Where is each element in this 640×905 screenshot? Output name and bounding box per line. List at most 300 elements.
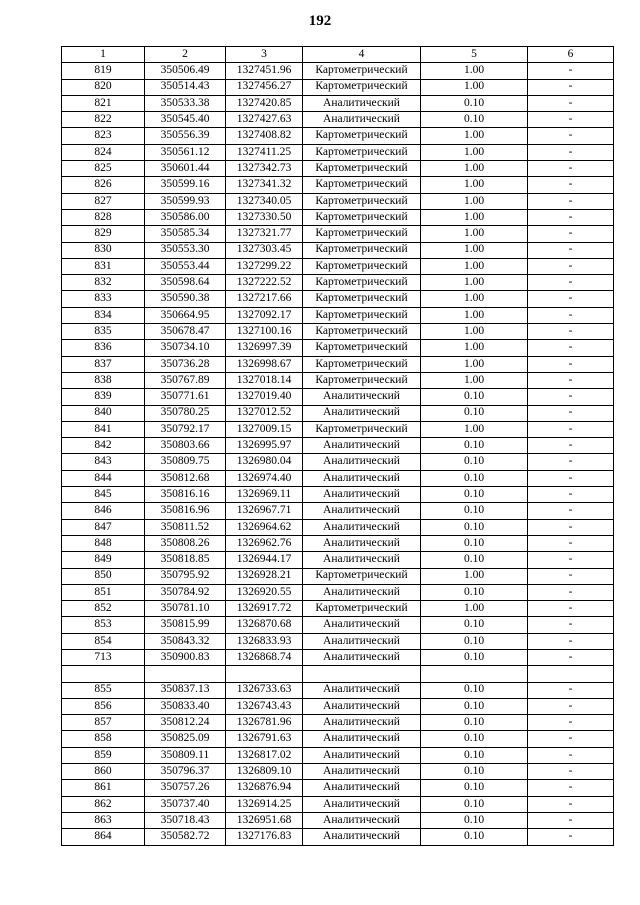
table-cell: 863 — [62, 812, 145, 828]
table-row — [62, 79, 614, 95]
table-cell: 1.00 — [421, 324, 528, 340]
table-cell: 832 — [62, 275, 145, 291]
table-cell: 1326944.17 — [226, 552, 303, 568]
table-cell: Аналитический — [303, 519, 421, 535]
table-cell: 350837.13 — [145, 682, 226, 698]
table-cell: 845 — [62, 487, 145, 503]
spacer-row — [62, 666, 614, 682]
table-row — [62, 95, 614, 111]
table-cell: 1326967.71 — [226, 503, 303, 519]
table-cell: Картометрический — [303, 601, 421, 617]
table-cell: 1327303.45 — [226, 242, 303, 258]
table-cell: 1.00 — [421, 568, 528, 584]
table-cell: 824 — [62, 144, 145, 160]
table-row — [62, 340, 614, 356]
table-cell: Аналитический — [303, 715, 421, 731]
table-cell: Аналитический — [303, 764, 421, 780]
table-cell: 1327342.73 — [226, 161, 303, 177]
table-cell: 847 — [62, 519, 145, 535]
table-cell: - — [528, 372, 614, 388]
table-cell: 0.10 — [421, 649, 528, 665]
table-cell: 835 — [62, 324, 145, 340]
table-cell: - — [528, 356, 614, 372]
table-cell: 0.10 — [421, 780, 528, 796]
table-cell: - — [528, 291, 614, 307]
table-cell: 1326917.72 — [226, 601, 303, 617]
table-cell: 350545.40 — [145, 112, 226, 128]
table-cell: - — [528, 128, 614, 144]
table-cell: 855 — [62, 682, 145, 698]
table-row — [62, 242, 614, 258]
table-cell: - — [528, 161, 614, 177]
table-cell: - — [528, 421, 614, 437]
table-body — [62, 63, 614, 845]
table-cell: - — [528, 698, 614, 714]
table-cell: 350812.24 — [145, 715, 226, 731]
table-cell: 350811.52 — [145, 519, 226, 535]
table-cell: 1326733.63 — [226, 682, 303, 698]
table-cell: - — [528, 438, 614, 454]
table-row — [62, 649, 614, 665]
table-cell: 862 — [62, 796, 145, 812]
table-row — [62, 307, 614, 323]
table-cell: Картометрический — [303, 340, 421, 356]
table-row — [62, 161, 614, 177]
table-cell: 829 — [62, 226, 145, 242]
table-cell: - — [528, 568, 614, 584]
table-cell: 856 — [62, 698, 145, 714]
table-cell: 350812.68 — [145, 470, 226, 486]
table-cell: Картометрический — [303, 209, 421, 225]
table-cell: Аналитический — [303, 552, 421, 568]
table-cell: 850 — [62, 568, 145, 584]
table-cell: 1327222.52 — [226, 275, 303, 291]
table-row — [62, 177, 614, 193]
table-cell: 350734.10 — [145, 340, 226, 356]
table-row — [62, 780, 614, 796]
table-cell: Аналитический — [303, 731, 421, 747]
table-cell: 1327411.25 — [226, 144, 303, 160]
table-cell: Аналитический — [303, 633, 421, 649]
table-cell: 843 — [62, 454, 145, 470]
table-cell: Аналитический — [303, 487, 421, 503]
table-row — [62, 519, 614, 535]
table-cell: 350585.34 — [145, 226, 226, 242]
table-cell: 1326791.63 — [226, 731, 303, 747]
table-cell: 713 — [62, 649, 145, 665]
table-cell: - — [528, 731, 614, 747]
table-cell: 0.10 — [421, 503, 528, 519]
table-cell: 350590.38 — [145, 291, 226, 307]
table-cell: - — [528, 177, 614, 193]
table-cell: Картометрический — [303, 421, 421, 437]
table-cell: - — [528, 144, 614, 160]
table-cell: 1326809.10 — [226, 764, 303, 780]
table-cell: Картометрический — [303, 258, 421, 274]
table-row — [62, 144, 614, 160]
table-cell: 827 — [62, 193, 145, 209]
header-cell-5: 5 — [421, 47, 528, 63]
table-cell: 1327009.15 — [226, 421, 303, 437]
table-cell: Аналитический — [303, 112, 421, 128]
table-cell: 822 — [62, 112, 145, 128]
table-cell: 1326974.40 — [226, 470, 303, 486]
table-cell: Аналитический — [303, 682, 421, 698]
table-cell: - — [528, 584, 614, 600]
table-cell: 350586.00 — [145, 209, 226, 225]
table-cell: 1.00 — [421, 144, 528, 160]
table-cell: - — [528, 682, 614, 698]
table-row — [62, 503, 614, 519]
table-cell: 350900.83 — [145, 649, 226, 665]
table-cell: 1327019.40 — [226, 389, 303, 405]
table-cell: - — [528, 519, 614, 535]
table-cell: 841 — [62, 421, 145, 437]
table-row — [62, 470, 614, 486]
table-cell: - — [528, 487, 614, 503]
table-cell: 0.10 — [421, 454, 528, 470]
table-cell: 0.10 — [421, 405, 528, 421]
table-row — [62, 193, 614, 209]
table-cell — [421, 666, 528, 682]
table-cell: 821 — [62, 95, 145, 111]
table-cell: 1.00 — [421, 307, 528, 323]
table-row — [62, 682, 614, 698]
table-cell: 1327217.66 — [226, 291, 303, 307]
table-row — [62, 535, 614, 551]
table-row — [62, 715, 614, 731]
table-cell: - — [528, 193, 614, 209]
table-cell: 1.00 — [421, 275, 528, 291]
table-row — [62, 226, 614, 242]
header-cell-3: 3 — [226, 47, 303, 63]
table-cell: 350833.40 — [145, 698, 226, 714]
table-cell: Картометрический — [303, 177, 421, 193]
table-row — [62, 568, 614, 584]
table-cell: 1.00 — [421, 79, 528, 95]
table-cell — [62, 666, 145, 682]
table-row — [62, 128, 614, 144]
table-cell: - — [528, 747, 614, 763]
table-cell: 1.00 — [421, 258, 528, 274]
header-cell-2: 2 — [145, 47, 226, 63]
table-cell: 0.10 — [421, 812, 528, 828]
table-cell: 1.00 — [421, 601, 528, 617]
table-cell: 350598.64 — [145, 275, 226, 291]
table-cell: 1.00 — [421, 128, 528, 144]
table-cell: 350678.47 — [145, 324, 226, 340]
table-cell: 350601.44 — [145, 161, 226, 177]
table-cell: 1.00 — [421, 421, 528, 437]
header-cell-6: 6 — [528, 47, 614, 63]
table-cell: 350553.30 — [145, 242, 226, 258]
table-cell: Аналитический — [303, 535, 421, 551]
table-cell: - — [528, 503, 614, 519]
table-cell: Аналитический — [303, 405, 421, 421]
table-row — [62, 112, 614, 128]
table-cell: - — [528, 389, 614, 405]
table-cell: - — [528, 552, 614, 568]
table-cell: Картометрический — [303, 324, 421, 340]
table-cell: 1327018.14 — [226, 372, 303, 388]
table-cell: 1.00 — [421, 242, 528, 258]
table-cell: Картометрический — [303, 79, 421, 95]
table-cell: - — [528, 454, 614, 470]
table-cell: Аналитический — [303, 780, 421, 796]
table-cell: 858 — [62, 731, 145, 747]
table-cell: 1326781.96 — [226, 715, 303, 731]
table-cell: 1326833.93 — [226, 633, 303, 649]
table-cell: 1.00 — [421, 226, 528, 242]
table-cell: 1326962.76 — [226, 535, 303, 551]
table-cell: 350553.44 — [145, 258, 226, 274]
table-cell: 1326951.68 — [226, 812, 303, 828]
table-cell: 1326876.94 — [226, 780, 303, 796]
table-row — [62, 698, 614, 714]
table-cell: - — [528, 829, 614, 845]
table-cell: 350767.89 — [145, 372, 226, 388]
table-cell: 1326870.68 — [226, 617, 303, 633]
table-cell: - — [528, 258, 614, 274]
table-cell: - — [528, 340, 614, 356]
table-cell: 0.10 — [421, 633, 528, 649]
table-cell: 350556.39 — [145, 128, 226, 144]
table-cell: - — [528, 209, 614, 225]
table-cell: 842 — [62, 438, 145, 454]
table-cell: Аналитический — [303, 454, 421, 470]
table-cell: 350825.09 — [145, 731, 226, 747]
table-cell: 0.10 — [421, 829, 528, 845]
table-cell: 1327456.27 — [226, 79, 303, 95]
table-cell: 852 — [62, 601, 145, 617]
header-row — [62, 47, 614, 63]
table-cell: 1326817.02 — [226, 747, 303, 763]
table-cell: 350808.26 — [145, 535, 226, 551]
table-row — [62, 275, 614, 291]
table-cell: 350781.10 — [145, 601, 226, 617]
table-cell: - — [528, 764, 614, 780]
table-cell: 831 — [62, 258, 145, 274]
table-cell: 1327427.63 — [226, 112, 303, 128]
table-cell: 350718.43 — [145, 812, 226, 828]
table-row — [62, 487, 614, 503]
table-row — [62, 617, 614, 633]
table-cell: - — [528, 617, 614, 633]
table-cell: 1327340.05 — [226, 193, 303, 209]
table-cell: Картометрический — [303, 226, 421, 242]
table-cell: 1.00 — [421, 193, 528, 209]
table-cell — [226, 666, 303, 682]
table-cell: 833 — [62, 291, 145, 307]
table-cell: 1326969.11 — [226, 487, 303, 503]
table-cell: - — [528, 307, 614, 323]
table-cell: 1.00 — [421, 291, 528, 307]
table-row — [62, 291, 614, 307]
table-cell: Картометрический — [303, 291, 421, 307]
table-cell: 350514.43 — [145, 79, 226, 95]
table-cell: 837 — [62, 356, 145, 372]
table-row — [62, 209, 614, 225]
header-cell-4: 4 — [303, 47, 421, 63]
table-row — [62, 552, 614, 568]
table-cell: 857 — [62, 715, 145, 731]
table-row — [62, 389, 614, 405]
table-row — [62, 812, 614, 828]
table-header — [62, 47, 614, 63]
table-row — [62, 633, 614, 649]
table-cell: 1327012.52 — [226, 405, 303, 421]
table-cell: 1326914.25 — [226, 796, 303, 812]
table-cell: 820 — [62, 79, 145, 95]
table-cell: 350771.61 — [145, 389, 226, 405]
table-row — [62, 601, 614, 617]
table-cell: 350561.12 — [145, 144, 226, 160]
table-row — [62, 796, 614, 812]
table-cell — [528, 666, 614, 682]
table-cell: 1.00 — [421, 340, 528, 356]
table-cell: Аналитический — [303, 829, 421, 845]
table-cell: 1326868.74 — [226, 649, 303, 665]
table-cell: - — [528, 405, 614, 421]
table-cell: 819 — [62, 63, 145, 79]
table-cell: 849 — [62, 552, 145, 568]
table-cell: 350664.95 — [145, 307, 226, 323]
table-cell: 350792.17 — [145, 421, 226, 437]
table-cell: Картометрический — [303, 128, 421, 144]
table-cell: 844 — [62, 470, 145, 486]
table-cell: 0.10 — [421, 747, 528, 763]
table-cell: Картометрический — [303, 242, 421, 258]
table-cell: 1326928.21 — [226, 568, 303, 584]
table-row — [62, 258, 614, 274]
table-row — [62, 438, 614, 454]
table-cell: 0.10 — [421, 438, 528, 454]
table-cell: 0.10 — [421, 764, 528, 780]
table-cell: 861 — [62, 780, 145, 796]
table-cell: 0.10 — [421, 715, 528, 731]
table-cell: 836 — [62, 340, 145, 356]
table-cell: 350757.26 — [145, 780, 226, 796]
table-row — [62, 731, 614, 747]
table-cell: 350582.72 — [145, 829, 226, 845]
table-cell: - — [528, 715, 614, 731]
table-cell: - — [528, 95, 614, 111]
table-cell: 1326995.97 — [226, 438, 303, 454]
table-cell: Аналитический — [303, 812, 421, 828]
table-cell: - — [528, 79, 614, 95]
table-cell: Аналитический — [303, 649, 421, 665]
table-cell: 1327299.22 — [226, 258, 303, 274]
table-cell: 851 — [62, 584, 145, 600]
table-cell: 0.10 — [421, 487, 528, 503]
table-cell: 0.10 — [421, 552, 528, 568]
table-cell: - — [528, 324, 614, 340]
table-cell: Картометрический — [303, 144, 421, 160]
table-cell: - — [528, 780, 614, 796]
table-cell: 1327408.82 — [226, 128, 303, 144]
table-cell: Картометрический — [303, 63, 421, 79]
table-row — [62, 584, 614, 600]
table-cell: Аналитический — [303, 617, 421, 633]
table-row — [62, 324, 614, 340]
table-cell: Картометрический — [303, 372, 421, 388]
table-cell: 350599.93 — [145, 193, 226, 209]
table-cell: 0.10 — [421, 535, 528, 551]
table-cell: 1.00 — [421, 177, 528, 193]
table-cell: 1326964.62 — [226, 519, 303, 535]
table-row — [62, 63, 614, 79]
table-cell: 350780.25 — [145, 405, 226, 421]
header-cell-1: 1 — [62, 47, 145, 63]
table-cell: 350795.92 — [145, 568, 226, 584]
table-row — [62, 454, 614, 470]
table-row — [62, 764, 614, 780]
table-cell: 840 — [62, 405, 145, 421]
table-cell: 860 — [62, 764, 145, 780]
table-cell: - — [528, 470, 614, 486]
table-cell: 1327321.77 — [226, 226, 303, 242]
table-cell: - — [528, 63, 614, 79]
table-cell: Аналитический — [303, 503, 421, 519]
table-cell: 1327092.17 — [226, 307, 303, 323]
table-cell: 350843.32 — [145, 633, 226, 649]
table-cell: 350816.16 — [145, 487, 226, 503]
table-cell: 350815.99 — [145, 617, 226, 633]
table-cell: - — [528, 226, 614, 242]
table-cell: 350533.38 — [145, 95, 226, 111]
table-cell: 350818.85 — [145, 552, 226, 568]
table-cell: 838 — [62, 372, 145, 388]
table-cell: - — [528, 242, 614, 258]
table-cell: 848 — [62, 535, 145, 551]
table-cell: 350803.66 — [145, 438, 226, 454]
table-cell: 0.10 — [421, 796, 528, 812]
table-cell: - — [528, 796, 614, 812]
table-cell: Аналитический — [303, 470, 421, 486]
table-cell: Аналитический — [303, 389, 421, 405]
page-number: 192 — [308, 13, 332, 29]
table-cell: 0.10 — [421, 617, 528, 633]
table-cell: 1326920.55 — [226, 584, 303, 600]
table-cell: Аналитический — [303, 95, 421, 111]
table-cell: 1326743.43 — [226, 698, 303, 714]
table-cell: 1327341.32 — [226, 177, 303, 193]
table-cell: 0.10 — [421, 389, 528, 405]
table-cell: - — [528, 601, 614, 617]
table-row — [62, 829, 614, 845]
coordinates-table — [61, 46, 614, 846]
table-cell: - — [528, 275, 614, 291]
table-cell: 0.10 — [421, 584, 528, 600]
table-row — [62, 356, 614, 372]
table-cell: Картометрический — [303, 307, 421, 323]
table-cell: 1326980.04 — [226, 454, 303, 470]
table-cell: 350506.49 — [145, 63, 226, 79]
table-cell: 1326998.67 — [226, 356, 303, 372]
table-cell: 0.10 — [421, 731, 528, 747]
table-cell: 350599.16 — [145, 177, 226, 193]
table-cell: 1327176.83 — [226, 829, 303, 845]
table-cell: 834 — [62, 307, 145, 323]
table-cell: Аналитический — [303, 438, 421, 454]
table-cell: 0.10 — [421, 519, 528, 535]
table-cell: 350784.92 — [145, 584, 226, 600]
table-cell: 823 — [62, 128, 145, 144]
table-cell: 0.10 — [421, 470, 528, 486]
table-cell: Картометрический — [303, 568, 421, 584]
table-cell: 1327420.85 — [226, 95, 303, 111]
table-cell — [303, 666, 421, 682]
